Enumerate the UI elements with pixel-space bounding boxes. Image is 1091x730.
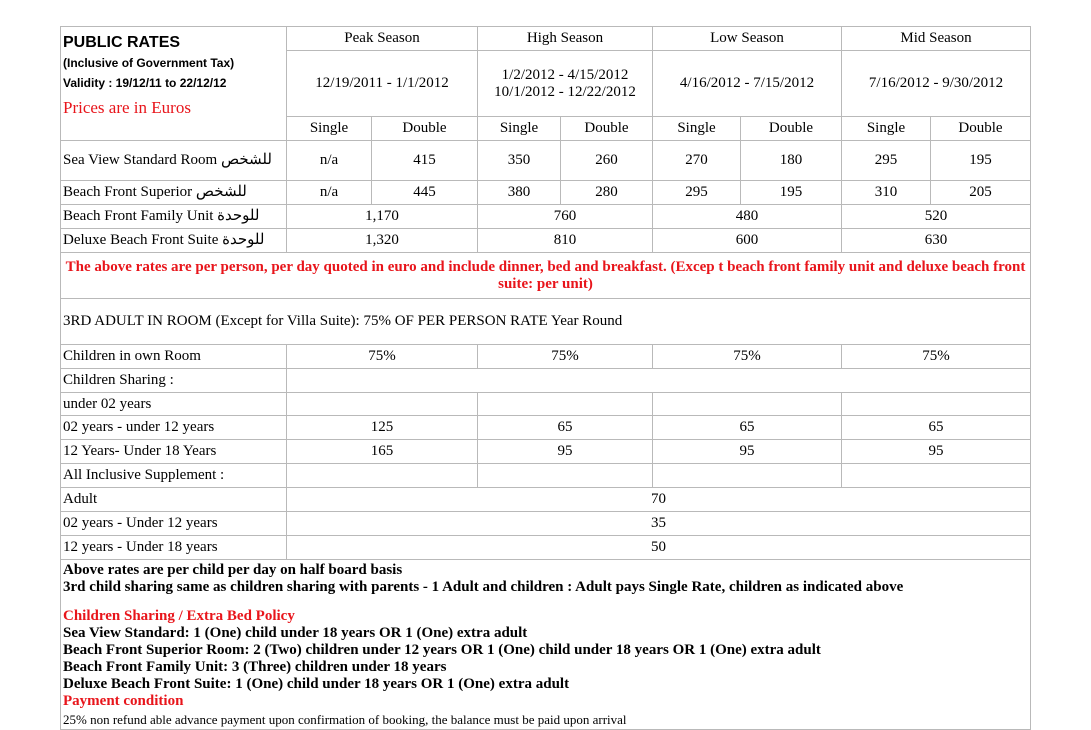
empty-cell <box>653 464 842 488</box>
section-title: All Inclusive Supplement : <box>61 464 287 488</box>
season-date-range: 7/16/2012 - 9/30/2012 <box>868 75 1004 91</box>
rate-cell: 1,320 <box>287 229 478 253</box>
season-name: Low Season <box>653 27 842 51</box>
policy-title: Children Sharing / Extra Bed Policy <box>63 607 295 624</box>
rates-header-block <box>61 27 287 141</box>
rate-cell: 95 <box>478 440 653 464</box>
empty-cell <box>287 464 478 488</box>
rate-cell <box>478 393 653 416</box>
rate-cell: 260 <box>561 141 653 181</box>
rate-cell: 75% <box>653 345 842 369</box>
rate-cell: 195 <box>931 141 1031 181</box>
policy-line: Sea View Standard: 1 (One) child under 18 years OR 1 (One) extra adult <box>63 624 528 641</box>
notes-line: Above rates are per child per day on half board basis <box>63 561 403 578</box>
rate-cell: 95 <box>653 440 842 464</box>
rate-cell: 75% <box>287 345 478 369</box>
single-col-header: Single <box>287 117 372 141</box>
rate-cell: n/a <box>287 141 372 181</box>
policy-line: Beach Front Superior Room: 2 (Two) children under 12 years OR 1 (One) child under 18 years OR 1 (One) extra adult <box>63 641 821 658</box>
table-row <box>61 393 1031 416</box>
season-dates <box>478 51 653 117</box>
rate-cell: 480 <box>653 205 842 229</box>
rate-cell: 1,170 <box>287 205 478 229</box>
season-dates <box>842 51 1031 117</box>
currency-note: Prices are in Euros <box>63 98 191 117</box>
room-label: Beach Front Superior للشخص <box>61 181 287 205</box>
season-name: High Season <box>478 27 653 51</box>
rate-cell: 75% <box>478 345 653 369</box>
rate-cell: 600 <box>653 229 842 253</box>
rate-cell: 415 <box>372 141 478 181</box>
rate-cell: 65 <box>478 416 653 440</box>
row-label: 12 Years- Under 18 Years <box>61 440 287 464</box>
validity-note: Validity : 19/12/11 to 22/12/12 <box>63 76 227 90</box>
table-row <box>61 536 1031 560</box>
rate-cell: 75% <box>842 345 1031 369</box>
season-date-range: 1/2/2012 - 4/15/2012 <box>501 66 629 83</box>
rates-table <box>60 26 1031 730</box>
empty-cell <box>478 464 653 488</box>
season-dates <box>287 51 478 117</box>
season-name: Mid Season <box>842 27 1031 51</box>
notes-line: 3rd child sharing same as children sharing with parents - 1 Adult and children : Adult pays Single Rate, children as indicated above <box>63 578 904 595</box>
rate-cell: 95 <box>842 440 1031 464</box>
room-label: Sea View Standard Room للشخص <box>61 141 287 181</box>
rate-cell: 35 <box>287 512 1031 536</box>
table-row <box>61 512 1031 536</box>
room-label: Deluxe Beach Front Suite للوحدة <box>61 229 287 253</box>
notes-block <box>61 560 1031 730</box>
rate-cell: 205 <box>931 181 1031 205</box>
single-col-header: Single <box>478 117 561 141</box>
table-row <box>61 464 1031 488</box>
row-label: Adult <box>61 488 287 512</box>
empty-cell <box>287 369 1031 393</box>
row-label: 02 years - Under 12 years <box>61 512 287 536</box>
rate-cell <box>842 393 1031 416</box>
table-row <box>61 229 1031 253</box>
rate-cell: 520 <box>842 205 1031 229</box>
table-row <box>61 416 1031 440</box>
rate-cell: 810 <box>478 229 653 253</box>
double-col-header: Double <box>741 117 842 141</box>
table-row <box>61 141 1031 181</box>
payment-note: 25% non refund able advance payment upon confirmation of booking, the balance must be paid upon arrival <box>63 711 627 727</box>
season-dates <box>653 51 842 117</box>
policy-line: Beach Front Family Unit: 3 (Three) children under 18 years <box>63 658 447 675</box>
row-label: 02 years - under 12 years <box>61 416 287 440</box>
table-row <box>61 369 1031 393</box>
table-row <box>61 181 1031 205</box>
rate-cell: 65 <box>653 416 842 440</box>
rate-cell: 270 <box>653 141 741 181</box>
rates-note: The above rates are per person, per day quoted in euro and include dinner, bed and breakfast. (Excep t beach front family unit and deluxe beach front suite: per unit) <box>61 253 1031 299</box>
season-date-range: 4/16/2012 - 7/15/2012 <box>679 75 815 91</box>
rate-cell: 630 <box>842 229 1031 253</box>
policy-line: Deluxe Beach Front Suite: 1 (One) child under 18 years OR 1 (One) extra adult <box>63 675 570 692</box>
rate-cell: 65 <box>842 416 1031 440</box>
rate-cell: n/a <box>287 181 372 205</box>
rate-cell: 445 <box>372 181 478 205</box>
rate-cell: 180 <box>741 141 842 181</box>
table-row <box>61 345 1031 369</box>
double-col-header: Double <box>372 117 478 141</box>
row-label: 12 years - Under 18 years <box>61 536 287 560</box>
third-adult-note: 3RD ADULT IN ROOM (Except for Villa Suite): 75% OF PER PERSON RATE Year Round <box>61 299 1031 345</box>
row-label: under 02 years <box>61 393 287 416</box>
rate-cell: 195 <box>741 181 842 205</box>
rate-cell: 280 <box>561 181 653 205</box>
section-title: Children Sharing : <box>61 369 287 393</box>
season-date-range: 10/1/2012 - 12/22/2012 <box>494 83 636 100</box>
rate-cell: 310 <box>842 181 931 205</box>
row-label: Children in own Room <box>61 345 287 369</box>
empty-cell <box>842 464 1031 488</box>
tax-note: (Inclusive of Government Tax) <box>63 56 235 70</box>
season-name: Peak Season <box>287 27 478 51</box>
rate-cell: 295 <box>842 141 931 181</box>
rate-cell: 70 <box>287 488 1031 512</box>
rate-cell: 50 <box>287 536 1031 560</box>
payment-title: Payment condition <box>63 692 184 709</box>
rate-cell: 760 <box>478 205 653 229</box>
single-col-header: Single <box>653 117 741 141</box>
table-row <box>61 488 1031 512</box>
rate-cell: 125 <box>287 416 478 440</box>
double-col-header: Double <box>931 117 1031 141</box>
room-label: Beach Front Family Unit للوحدة <box>61 205 287 229</box>
double-col-header: Double <box>561 117 653 141</box>
rate-cell: 380 <box>478 181 561 205</box>
rate-cell: 295 <box>653 181 741 205</box>
rate-cell: 165 <box>287 440 478 464</box>
rate-cell <box>287 393 478 416</box>
table-row <box>61 440 1031 464</box>
page-title: PUBLIC RATES <box>63 34 181 51</box>
rate-cell <box>653 393 842 416</box>
table-row <box>61 205 1031 229</box>
single-col-header: Single <box>842 117 931 141</box>
season-date-range: 12/19/2011 - 1/1/2012 <box>315 75 449 91</box>
rate-cell: 350 <box>478 141 561 181</box>
